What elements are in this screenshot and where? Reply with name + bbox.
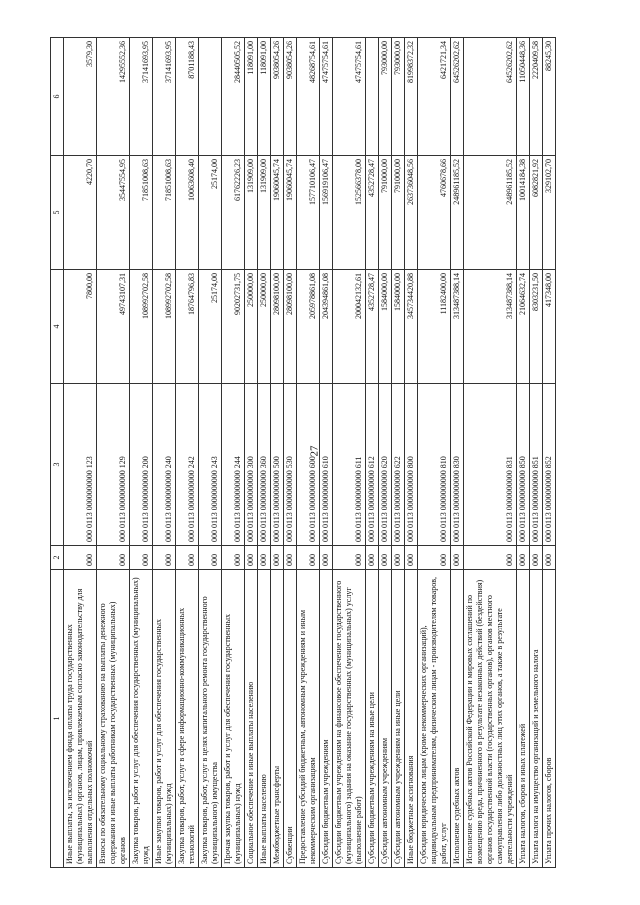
approved-amount-cell: 205978861,08: [297, 270, 320, 384]
executed-amount-cell: 6082821,92: [530, 156, 543, 270]
budget-code-cell: 000 0113 0000000000 244: [222, 384, 245, 546]
approved-amount-cell: 204394861,08: [320, 270, 333, 384]
row-code-cell: 000: [271, 546, 284, 570]
executed-amount-cell: 791000,00: [379, 156, 392, 270]
executed-amount-cell: 10014184,38: [517, 156, 530, 270]
table-row: [543, 38, 556, 868]
row-name-cell: Исполнение судебных актов Российской Федерации и мировых соглашений по возмещению вреда, причиненного в результате незаконных действий (бездействия) органов государственной власти (государственных органов), органов местного самоуправления либо должностных лиц этих органов, а также в результате деятельности учреждений: [464, 570, 517, 868]
row-name-cell: Иные бюджетные ассигнования: [405, 570, 418, 868]
row-name-cell: Взносы по обязательному социальному страхованию на выплаты денежного содержания и иные выплаты работникам государственных (муниципальных) органов: [97, 570, 130, 868]
remaining-amount-cell: 81998372,32: [405, 38, 418, 156]
table-row: [153, 38, 176, 868]
row-name-cell: Уплата прочих налогов, сборов: [543, 570, 556, 868]
table-row: [418, 38, 451, 868]
executed-amount-cell: 4760678,66: [418, 156, 451, 270]
row-name-cell: Субсидии юридическим лицам (кроме некоммерческих организаций), индивидуальным предпринимателям, физическим лицам - производителям товаров, работ, услуг: [418, 570, 451, 868]
approved-amount-cell: 11182400,00: [418, 270, 451, 384]
row-code-cell: 000: [366, 546, 379, 570]
remaining-amount-cell: 793000,00: [379, 38, 392, 156]
executed-amount-cell: 19060045,74: [271, 156, 284, 270]
approved-amount-cell: 1584000,00: [392, 270, 405, 384]
column-header: 6: [51, 38, 64, 156]
approved-amount-cell: 417348,00: [543, 270, 556, 384]
executed-amount-cell: 71851008,63: [153, 156, 176, 270]
row-code-cell: 000: [451, 546, 464, 570]
row-code-cell: 000: [530, 546, 543, 570]
approved-amount-cell: 250000,00: [245, 270, 258, 384]
budget-code-cell: 000 0113 0000000000 851: [530, 384, 543, 546]
budget-code-cell: 000 0113 0000000000 243: [199, 384, 222, 546]
row-name-cell: Прочая закупка товаров, работ и услуг для обеспечения государственных (муниципальных) нужд: [222, 570, 245, 868]
row-code-cell: 000: [297, 546, 320, 570]
executed-amount-cell: 25174,00: [199, 156, 222, 270]
budget-code-cell: 000 0113 0000000000 620: [379, 384, 392, 546]
row-code-cell: 000: [97, 546, 130, 570]
remaining-amount-cell: 64526202,62: [464, 38, 517, 156]
budget-code-cell: 000 0113 0000000000 123: [64, 384, 97, 546]
table-row: [464, 38, 517, 868]
remaining-amount-cell: 37141693,95: [130, 38, 153, 156]
remaining-amount-cell: 793000,00: [392, 38, 405, 156]
table-row: [130, 38, 153, 868]
row-name-cell: Предоставление субсидий бюджетным, автономным учреждениям и иным некоммерческим организациям: [297, 570, 320, 868]
remaining-amount-cell: 11050448,36: [517, 38, 530, 156]
row-code-cell: 000: [199, 546, 222, 570]
remaining-amount-cell: 28440505,52: [222, 38, 245, 156]
row-code-cell: 000: [320, 546, 333, 570]
budget-code-cell: 000 0113 0000000000 622: [392, 384, 405, 546]
approved-amount-cell: 108992702,58: [130, 270, 153, 384]
row-code-cell: 000: [333, 546, 366, 570]
row-name-cell: Субсидии бюджетным учреждениям на иные цели: [366, 570, 379, 868]
row-code-cell: 000: [464, 546, 517, 570]
row-name-cell: Социальное обеспечение и иные выплаты населению: [245, 570, 258, 868]
table-row: [320, 38, 333, 868]
executed-amount-cell: 10063608,40: [176, 156, 199, 270]
row-name-cell: Иные закупки товаров, работ и услуг для обеспечения государственных (муниципальных) нужд: [153, 570, 176, 868]
executed-amount-cell: 152566378,00: [333, 156, 366, 270]
budget-code-cell: 000 0113 0000000000 810: [418, 384, 451, 546]
executed-amount-cell: 248961185,52: [464, 156, 517, 270]
row-code-cell: 000: [379, 546, 392, 570]
row-name-cell: Субсидии автономным учреждениям на иные цели: [392, 570, 405, 868]
budget-execution-table: [50, 37, 556, 868]
table-row: [97, 38, 130, 868]
approved-amount-cell: 250000,00: [258, 270, 271, 384]
row-name-cell: Закупка товаров, работ, услуг в сфере информационно-коммуникационных технологий: [176, 570, 199, 868]
remaining-amount-cell: 6421721,34: [418, 38, 451, 156]
remaining-amount-cell: 37141693,95: [153, 38, 176, 156]
budget-code-cell: 000 0113 0000000000 600: [297, 384, 320, 546]
approved-amount-cell: 28098100,00: [284, 270, 297, 384]
approved-amount-cell: 200042132,61: [333, 270, 366, 384]
row-name-cell: Субсидии автономным учреждениям: [379, 570, 392, 868]
approved-amount-cell: 18764796,83: [176, 270, 199, 384]
row-code-cell: 000: [130, 546, 153, 570]
executed-amount-cell: 791000,00: [392, 156, 405, 270]
remaining-amount-cell: 47475754,61: [320, 38, 333, 156]
table-row: [392, 38, 405, 868]
budget-code-cell: 000 0113 0000000000 611: [333, 384, 366, 546]
table-header-row: [51, 38, 64, 868]
table-row: [530, 38, 543, 868]
remaining-amount-cell: [199, 38, 222, 156]
executed-amount-cell: 4220,70: [64, 156, 97, 270]
approved-amount-cell: 21064632,74: [517, 270, 530, 384]
row-code-cell: 000: [405, 546, 418, 570]
row-code-cell: 000: [64, 546, 97, 570]
row-code-cell: 000: [176, 546, 199, 570]
remaining-amount-cell: 9038054,26: [271, 38, 284, 156]
row-code-cell: 000: [543, 546, 556, 570]
table-row: [222, 38, 245, 868]
page-number: 27: [308, 445, 321, 457]
budget-code-cell: 000 0113 0000000000 240: [153, 384, 176, 546]
executed-amount-cell: 61762226,23: [222, 156, 245, 270]
table-row: [366, 38, 379, 868]
executed-amount-cell: 157710106,47: [297, 156, 320, 270]
column-header: 4: [51, 270, 64, 384]
row-name-cell: Исполнение судебных актов: [451, 570, 464, 868]
budget-code-cell: 000 0113 0000000000 830: [451, 384, 464, 546]
table-row: [64, 38, 97, 868]
remaining-amount-cell: 47475754,61: [333, 38, 366, 156]
column-header: 3: [51, 384, 64, 546]
executed-amount-cell: 329102,70: [543, 156, 556, 270]
remaining-amount-cell: [366, 38, 379, 156]
budget-code-cell: 000 0113 0000000000 800: [405, 384, 418, 546]
approved-amount-cell: 25174,00: [199, 270, 222, 384]
table-row: [451, 38, 464, 868]
remaining-amount-cell: 14295552,36: [97, 38, 130, 156]
budget-code-cell: 000 0113 0000000000 360: [258, 384, 271, 546]
row-code-cell: 000: [517, 546, 530, 570]
budget-table-sheet: [50, 38, 590, 868]
remaining-amount-cell: 88245,30: [543, 38, 556, 156]
budget-code-cell: 000 0113 0000000000 610: [320, 384, 333, 546]
approved-amount-cell: 7800,00: [64, 270, 97, 384]
remaining-amount-cell: 9038054,26: [284, 38, 297, 156]
budget-code-cell: 000 0113 0000000000 831: [464, 384, 517, 546]
row-name-cell: Закупка товаров, работ, услуг в целях капитального ремонта государственного (муниципального) имущества: [199, 570, 222, 868]
executed-amount-cell: 71851008,63: [130, 156, 153, 270]
executed-amount-cell: 131909,00: [258, 156, 271, 270]
approved-amount-cell: 313487388,14: [451, 270, 464, 384]
row-code-cell: 000: [418, 546, 451, 570]
budget-code-cell: 000 0113 0000000000 200: [130, 384, 153, 546]
table-row: [199, 38, 222, 868]
budget-code-cell: 000 0113 0000000000 852: [543, 384, 556, 546]
executed-amount-cell: 131909,00: [245, 156, 258, 270]
row-code-cell: 000: [258, 546, 271, 570]
budget-code-cell: 000 0113 0000000000 612: [366, 384, 379, 546]
executed-amount-cell: 248961185,52: [451, 156, 464, 270]
table-row: [379, 38, 392, 868]
remaining-amount-cell: 64526202,62: [451, 38, 464, 156]
row-name-cell: Иные выплаты населению: [258, 570, 271, 868]
row-name-cell: Субсидии бюджетным учреждениям: [320, 570, 333, 868]
table-row: [284, 38, 297, 868]
table-row: [297, 38, 320, 868]
table-row: [333, 38, 366, 868]
table-row: [245, 38, 258, 868]
budget-code-cell: 000 0113 0000000000 500: [271, 384, 284, 546]
row-name-cell: Закупка товаров, работ и услуг для обеспечения государственных (муниципальных) нужд: [130, 570, 153, 868]
executed-amount-cell: 263736048,56: [405, 156, 418, 270]
row-code-cell: 000: [153, 546, 176, 570]
row-code-cell: 000: [245, 546, 258, 570]
budget-code-cell: 000 0113 0000000000 242: [176, 384, 199, 546]
budget-code-cell: 000 0113 0000000000 129: [97, 384, 130, 546]
approved-amount-cell: 313487388,14: [464, 270, 517, 384]
remaining-amount-cell: 118091,00: [245, 38, 258, 156]
row-name-cell: Иные выплаты, за исключением фонда оплаты труда государственных (муниципальных) органов, лицам, привлекаемым согласно законодательству для выполнения отдельных полномочий: [64, 570, 97, 868]
approved-amount-cell: 90202731,75: [222, 270, 245, 384]
table-body: [64, 38, 556, 868]
remaining-amount-cell: 118091,00: [258, 38, 271, 156]
table-row: [271, 38, 284, 868]
budget-code-cell: 000 0113 0000000000 530: [284, 384, 297, 546]
approved-amount-cell: 28098100,00: [271, 270, 284, 384]
table-row: [258, 38, 271, 868]
executed-amount-cell: 4352728,47: [366, 156, 379, 270]
row-name-cell: Субвенции: [284, 570, 297, 868]
approved-amount-cell: 4352728,47: [366, 270, 379, 384]
remaining-amount-cell: 3579,30: [64, 38, 97, 156]
column-header: 2: [51, 546, 64, 570]
approved-amount-cell: 8303231,50: [530, 270, 543, 384]
row-name-cell: Уплата налогов, сборов и иных платежей: [517, 570, 530, 868]
row-code-cell: 000: [222, 546, 245, 570]
table-row: [517, 38, 530, 868]
budget-code-cell: 000 0113 0000000000 300: [245, 384, 258, 546]
remaining-amount-cell: 48268754,61: [297, 38, 320, 156]
executed-amount-cell: 19060045,74: [284, 156, 297, 270]
column-header: 1: [51, 570, 64, 868]
approved-amount-cell: 108992702,58: [153, 270, 176, 384]
row-name-cell: Межбюджетные трансферты: [271, 570, 284, 868]
table-row: [176, 38, 199, 868]
remaining-amount-cell: 8701188,43: [176, 38, 199, 156]
approved-amount-cell: 1584000,00: [379, 270, 392, 384]
approved-amount-cell: 49743107,31: [97, 270, 130, 384]
budget-code-cell: 000 0113 0000000000 850: [517, 384, 530, 546]
row-name-cell: Уплата налога на имущество организаций и земельного налога: [530, 570, 543, 868]
row-code-cell: 000: [284, 546, 297, 570]
executed-amount-cell: 156919106,47: [320, 156, 333, 270]
row-code-cell: 000: [392, 546, 405, 570]
remaining-amount-cell: 2220409,58: [530, 38, 543, 156]
approved-amount-cell: 345734420,88: [405, 270, 418, 384]
executed-amount-cell: 35447554,95: [97, 156, 130, 270]
table-row: [405, 38, 418, 868]
column-header: 5: [51, 156, 64, 270]
row-name-cell: Субсидии бюджетным учреждениям на финансовое обеспечение государственного (муниципального) задания на оказание государственных (муниципальных) услуг (выполнение работ): [333, 570, 366, 868]
